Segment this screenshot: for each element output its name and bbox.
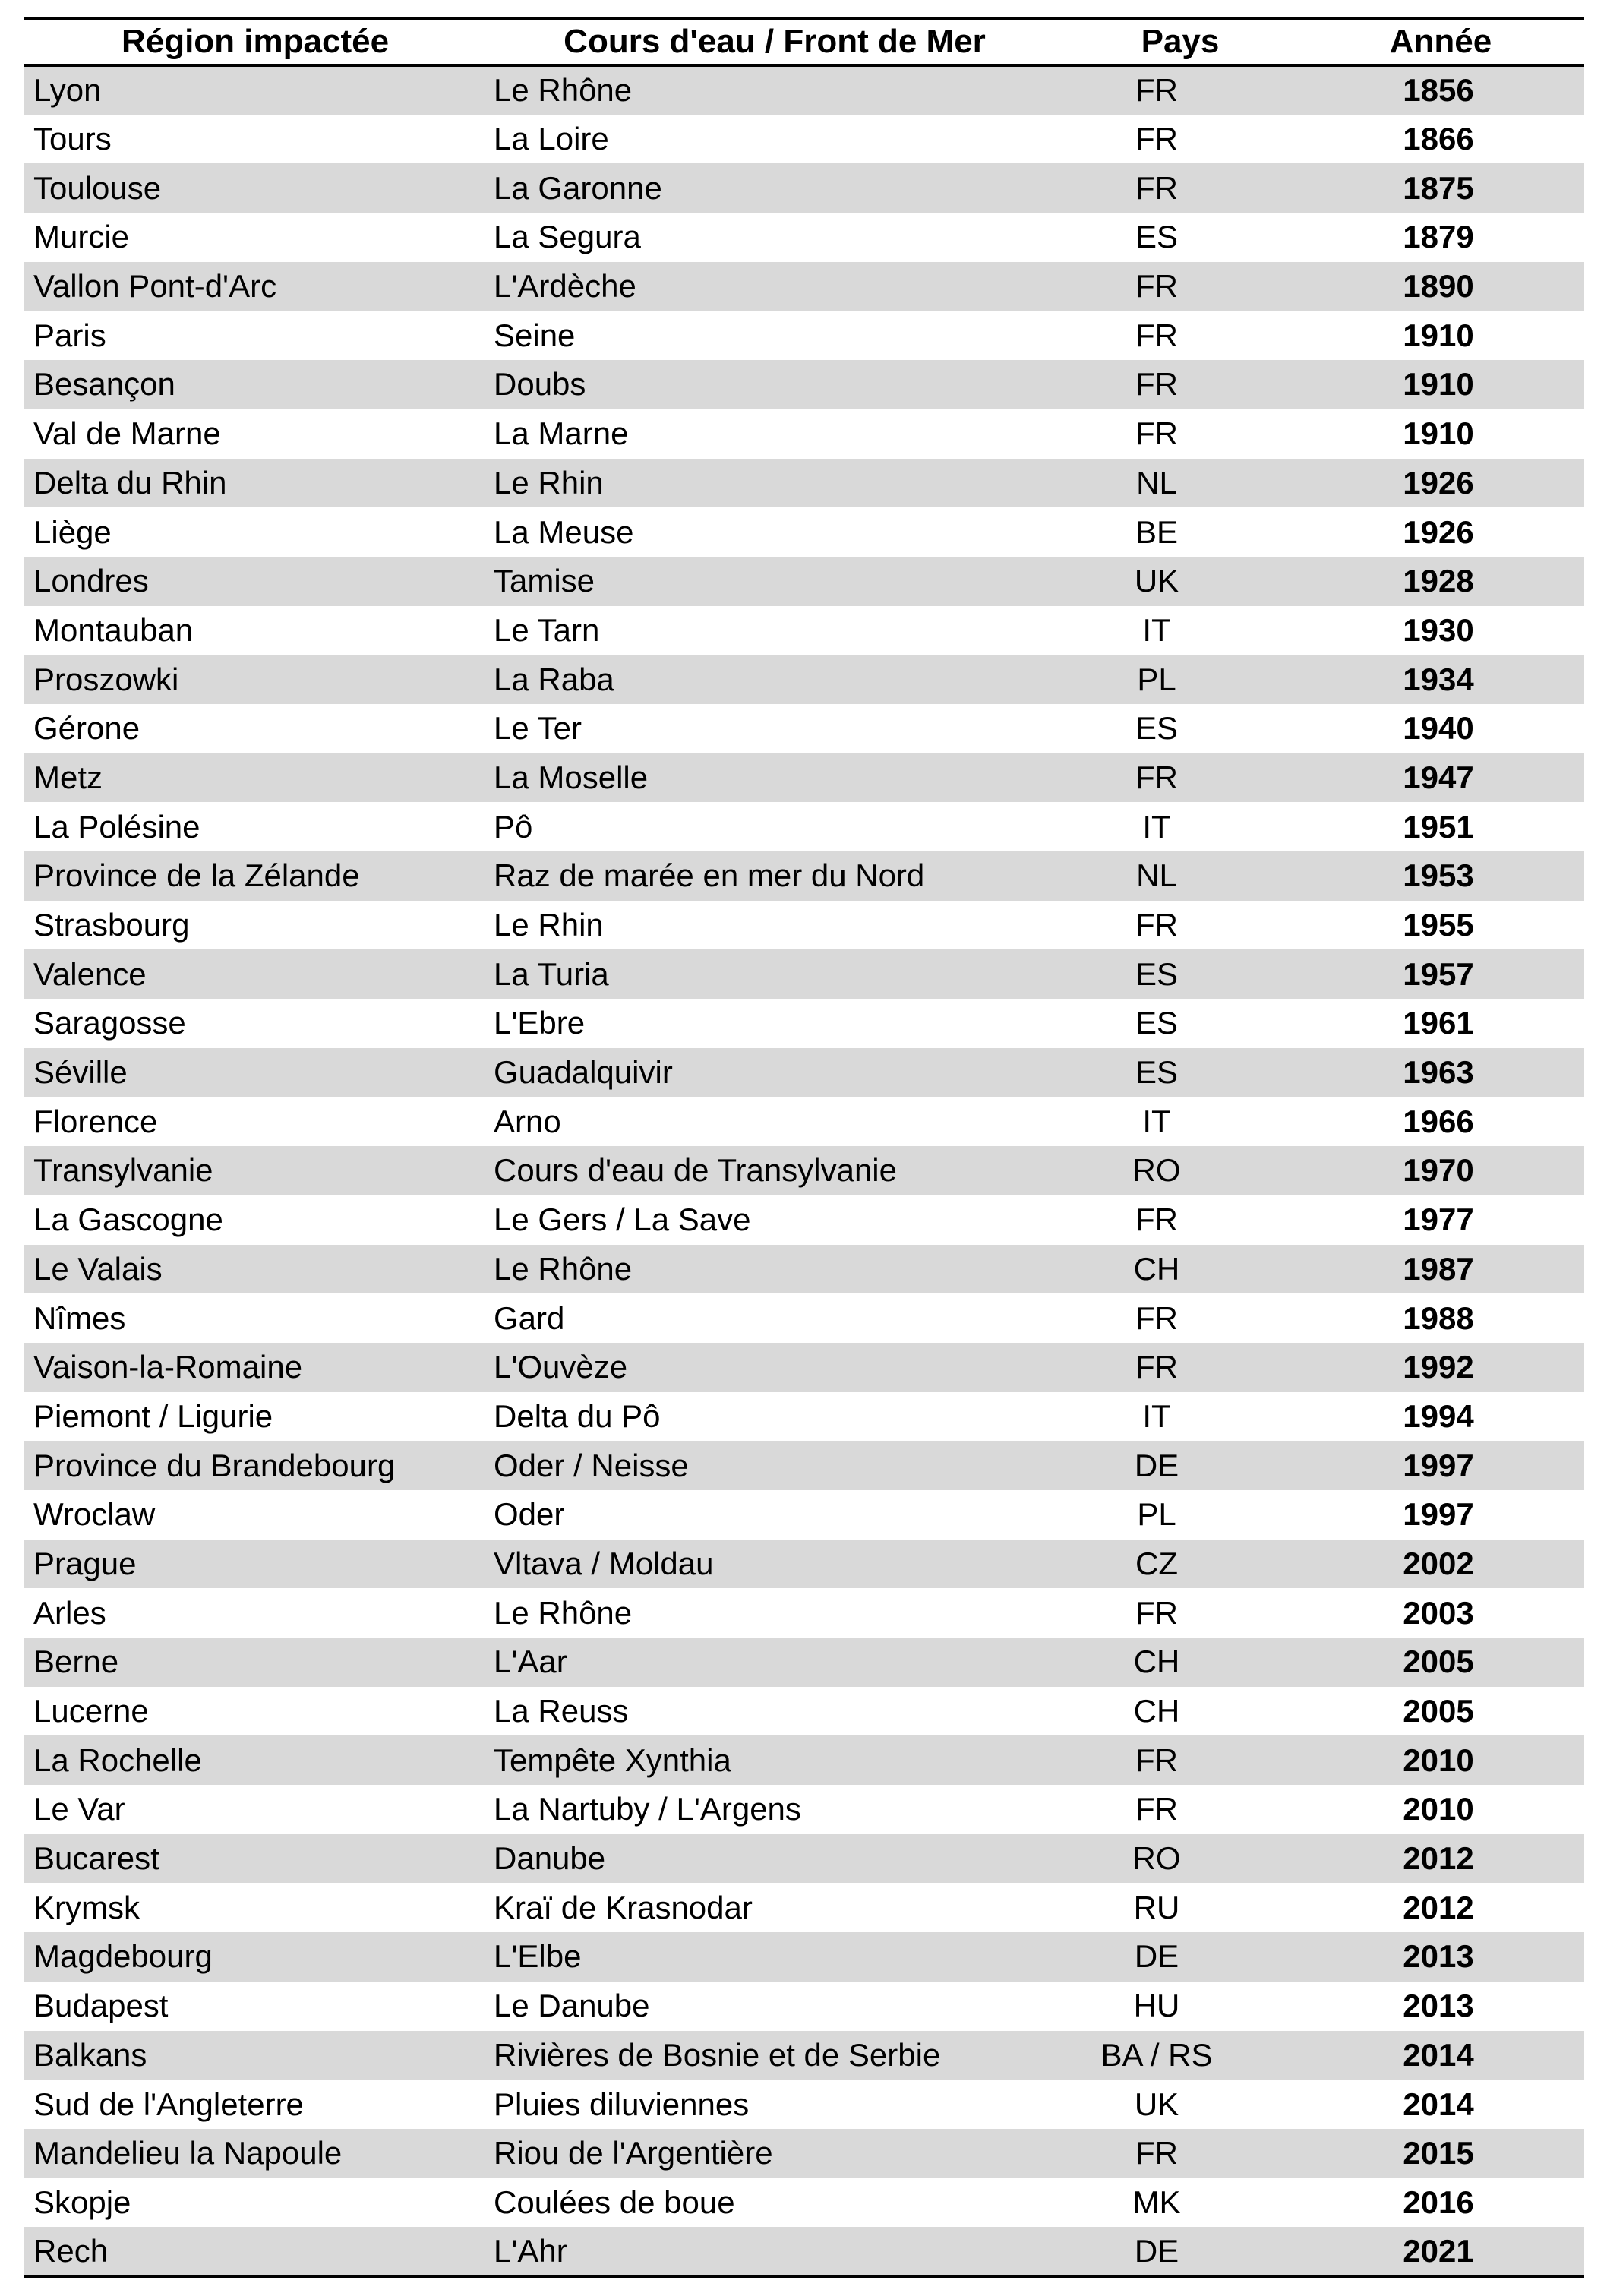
cell-river: Oder xyxy=(494,1496,565,1533)
header-row xyxy=(24,18,1584,65)
cell-pays: FR xyxy=(1135,1791,1178,1827)
cell-annee: 1940 xyxy=(1403,710,1474,747)
cell-annee: 1970 xyxy=(1297,1146,1584,1195)
cell-pays: HU xyxy=(1133,1988,1180,2024)
cell-region: Montauban xyxy=(33,611,194,648)
cell-region: La Polésine xyxy=(33,808,200,845)
table-row xyxy=(24,459,1584,508)
cell-pays: DE xyxy=(1063,2227,1297,2276)
table-row xyxy=(24,2227,1584,2276)
cell-region: Krymsk xyxy=(33,1889,140,1925)
table-row xyxy=(24,1540,1584,1589)
cell-river: L'Elbe xyxy=(486,1932,1063,1982)
table-row xyxy=(24,262,1584,311)
cell-region: Val de Marne xyxy=(33,415,221,452)
cell-region: Gérone xyxy=(33,710,140,747)
table-row xyxy=(24,606,1584,655)
cell-annee: 2021 xyxy=(1297,2227,1584,2276)
cell-river: Pluies diluviennes xyxy=(494,2086,750,2122)
cell-region: Province de la Zélande xyxy=(24,851,486,901)
cell-annee: 1926 xyxy=(1403,513,1474,550)
cell-region: Bucarest xyxy=(24,1834,486,1884)
cell-river: Coulées de boue xyxy=(494,2184,735,2220)
cell-annee: 1963 xyxy=(1297,1048,1584,1097)
table-row xyxy=(24,753,1584,803)
cell-annee: 1910 xyxy=(1403,317,1474,353)
cell-annee: 2013 xyxy=(1403,1988,1474,2024)
cell-region: Rech xyxy=(24,2227,486,2276)
cell-river: Doubs xyxy=(486,360,1063,409)
cell-river: Le Tarn xyxy=(494,611,600,648)
cell-river: La Segura xyxy=(494,219,641,255)
cell-river: Le Rhin xyxy=(494,907,604,943)
cell-river: Arno xyxy=(494,1103,561,1139)
table-row xyxy=(24,360,1584,409)
cell-region: Séville xyxy=(24,1048,486,1097)
cell-region: Londres xyxy=(24,557,486,606)
cell-region: Transylvanie xyxy=(24,1146,486,1195)
table-row xyxy=(24,1392,1584,1442)
table-row xyxy=(24,507,1584,557)
cell-region: Valence xyxy=(24,949,486,999)
cell-annee: 1966 xyxy=(1403,1103,1474,1139)
cell-pays: RU xyxy=(1133,1889,1180,1925)
cell-river: Le Danube xyxy=(494,1988,650,2024)
cell-region: Delta du Rhin xyxy=(24,459,486,508)
cell-river: L'Ardèche xyxy=(486,262,1063,311)
table-row xyxy=(24,2129,1584,2178)
cell-region: Sud de l'Angleterre xyxy=(33,2086,304,2122)
cell-pays: FR xyxy=(1135,1202,1178,1238)
cell-river: Cours d'eau de Transylvanie xyxy=(486,1146,1063,1195)
table-row xyxy=(24,65,1584,115)
table-row xyxy=(24,163,1584,213)
cell-annee: 2013 xyxy=(1297,1932,1584,1982)
cell-pays: NL xyxy=(1063,851,1297,901)
cell-annee: 1875 xyxy=(1297,163,1584,213)
cell-pays: FR xyxy=(1135,907,1178,943)
table-row xyxy=(24,1097,1584,1146)
table-row xyxy=(24,1932,1584,1982)
cell-pays: CH xyxy=(1133,1693,1180,1729)
cell-pays: UK xyxy=(1134,2086,1179,2122)
cell-annee: 1947 xyxy=(1297,753,1584,803)
cell-river: L'Ahr xyxy=(486,2227,1063,2276)
cell-region: Murcie xyxy=(33,219,130,255)
cell-region: Province du Brandebourg xyxy=(24,1441,486,1490)
cell-region: Paris xyxy=(33,317,106,353)
cell-annee: 1994 xyxy=(1403,1397,1474,1434)
flood-table-sheet xyxy=(24,17,1584,2278)
cell-region: Toulouse xyxy=(24,163,486,213)
cell-river: La Nartuby / L'Argens xyxy=(494,1791,801,1827)
cell-river: Tamise xyxy=(486,557,1063,606)
cell-annee: 1926 xyxy=(1297,459,1584,508)
cell-annee: 1910 xyxy=(1403,415,1474,452)
cell-annee: 2010 xyxy=(1403,1791,1474,1827)
table-row xyxy=(24,1834,1584,1884)
cell-annee: 1955 xyxy=(1403,907,1474,943)
cell-region: Berne xyxy=(24,1638,486,1687)
cell-annee: 2012 xyxy=(1403,1889,1474,1925)
cell-region: Balkans xyxy=(24,2031,486,2080)
cell-river: Le Rhône xyxy=(494,1594,633,1631)
cell-pays: IT xyxy=(1142,808,1171,845)
table-row xyxy=(24,2031,1584,2080)
cell-river: Le Rhône xyxy=(486,1245,1063,1294)
cell-pays: CH xyxy=(1063,1638,1297,1687)
cell-annee: 1953 xyxy=(1297,851,1584,901)
table-row xyxy=(24,1245,1584,1294)
cell-pays: FR xyxy=(1135,317,1178,353)
cell-region: Piemont / Ligurie xyxy=(33,1397,273,1434)
cell-pays: FR xyxy=(1063,2129,1297,2178)
cell-region: Lucerne xyxy=(33,1693,149,1729)
table-row xyxy=(24,901,1584,950)
cell-region: Proszowki xyxy=(24,655,486,704)
cell-annee: 1987 xyxy=(1297,1245,1584,1294)
table-row xyxy=(24,1146,1584,1195)
table-row xyxy=(24,1982,1584,2031)
cell-annee: 2002 xyxy=(1297,1540,1584,1589)
cell-annee: 1997 xyxy=(1297,1441,1584,1490)
table-row xyxy=(24,1785,1584,1834)
cell-annee: 1934 xyxy=(1297,655,1584,704)
table-row xyxy=(24,115,1584,164)
table-row xyxy=(24,1588,1584,1638)
table-row xyxy=(24,999,1584,1048)
cell-annee: 1988 xyxy=(1403,1300,1474,1336)
cell-annee: 2012 xyxy=(1297,1834,1584,1884)
cell-annee: 2014 xyxy=(1403,2086,1474,2122)
cell-river: La Marne xyxy=(494,415,629,452)
cell-annee: 1930 xyxy=(1403,611,1474,648)
header-pays: Pays xyxy=(1063,18,1297,65)
cell-annee: 1957 xyxy=(1297,949,1584,999)
cell-region: Budapest xyxy=(33,1988,169,2024)
header-region: Région impactée xyxy=(24,18,486,65)
cell-region: Le Valais xyxy=(24,1245,486,1294)
cell-annee: 2003 xyxy=(1403,1594,1474,1631)
cell-annee: 1977 xyxy=(1403,1202,1474,1238)
table-row xyxy=(24,1195,1584,1245)
cell-region: Skopje xyxy=(33,2184,131,2220)
table-row xyxy=(24,557,1584,606)
cell-pays: FR xyxy=(1063,262,1297,311)
cell-pays: IT xyxy=(1142,611,1171,648)
cell-river: Oder / Neisse xyxy=(486,1441,1063,1490)
cell-pays: UK xyxy=(1063,557,1297,606)
cell-annee: 2005 xyxy=(1297,1638,1584,1687)
table-row xyxy=(24,1490,1584,1540)
cell-annee: 2015 xyxy=(1297,2129,1584,2178)
cell-region: Magdebourg xyxy=(24,1932,486,1982)
cell-river: Danube xyxy=(486,1834,1063,1884)
cell-region: Vallon Pont-d'Arc xyxy=(24,262,486,311)
cell-annee: 2005 xyxy=(1403,1693,1474,1729)
cell-pays: NL xyxy=(1063,459,1297,508)
cell-annee: 1890 xyxy=(1297,262,1584,311)
cell-river: La Reuss xyxy=(494,1693,629,1729)
cell-river: Delta du Pô xyxy=(494,1397,661,1434)
cell-region: Metz xyxy=(24,753,486,803)
cell-region: Wroclaw xyxy=(33,1496,156,1533)
cell-pays: ES xyxy=(1135,1005,1179,1041)
cell-river: L'Ebre xyxy=(494,1005,586,1041)
cell-region: Florence xyxy=(33,1103,158,1139)
cell-annee: 1992 xyxy=(1297,1343,1584,1392)
cell-river: La Garonne xyxy=(486,163,1063,213)
cell-region: Strasbourg xyxy=(33,907,190,943)
cell-pays: DE xyxy=(1063,1932,1297,1982)
cell-annee: 2014 xyxy=(1297,2031,1584,2080)
cell-pays: CZ xyxy=(1063,1540,1297,1589)
table-row xyxy=(24,802,1584,851)
cell-pays: FR xyxy=(1135,121,1178,157)
cell-river: La Raba xyxy=(486,655,1063,704)
cell-river: L'Ouvèze xyxy=(486,1343,1063,1392)
cell-pays: FR xyxy=(1063,753,1297,803)
cell-annee: 1997 xyxy=(1403,1496,1474,1533)
cell-pays: RO xyxy=(1063,1146,1297,1195)
cell-pays: ES xyxy=(1063,1048,1297,1097)
cell-region: La Gascogne xyxy=(33,1202,223,1238)
cell-annee: 2010 xyxy=(1297,1735,1584,1785)
table-row xyxy=(24,1687,1584,1736)
table-row xyxy=(24,704,1584,753)
cell-pays: RO xyxy=(1063,1834,1297,1884)
flood-table xyxy=(24,17,1584,2278)
cell-river: Raz de marée en mer du Nord xyxy=(486,851,1063,901)
cell-pays: FR xyxy=(1063,1735,1297,1785)
cell-pays: ES xyxy=(1063,949,1297,999)
cell-region: Prague xyxy=(24,1540,486,1589)
cell-annee: 1951 xyxy=(1403,808,1474,845)
cell-river: Gard xyxy=(494,1300,565,1336)
cell-river: La Meuse xyxy=(494,513,634,550)
table-row xyxy=(24,311,1584,360)
cell-region: Nîmes xyxy=(33,1300,126,1336)
cell-river: Le Rhin xyxy=(486,459,1063,508)
cell-pays: FR xyxy=(1063,65,1297,115)
cell-annee: 1879 xyxy=(1403,219,1474,255)
cell-river: Guadalquivir xyxy=(486,1048,1063,1097)
header-annee: Année xyxy=(1297,18,1584,65)
cell-river: Le Rhône xyxy=(486,65,1063,115)
cell-river: Tempête Xynthia xyxy=(486,1735,1063,1785)
table-row xyxy=(24,655,1584,704)
cell-annee: 1856 xyxy=(1297,65,1584,115)
cell-annee: 1961 xyxy=(1403,1005,1474,1041)
cell-pays: IT xyxy=(1142,1397,1171,1434)
cell-pays: FR xyxy=(1135,1300,1178,1336)
cell-region: La Rochelle xyxy=(24,1735,486,1785)
cell-annee: 1928 xyxy=(1297,557,1584,606)
table-row xyxy=(24,949,1584,999)
table-row xyxy=(24,1883,1584,1932)
cell-region: Le Var xyxy=(33,1791,125,1827)
cell-pays: FR xyxy=(1063,360,1297,409)
table-row xyxy=(24,2178,1584,2228)
cell-pays: FR xyxy=(1063,163,1297,213)
cell-river: Riou de l'Argentière xyxy=(486,2129,1063,2178)
cell-river: L'Aar xyxy=(486,1638,1063,1687)
cell-annee: 1866 xyxy=(1403,121,1474,157)
table-row xyxy=(24,1441,1584,1490)
cell-region: Mandelieu la Napoule xyxy=(24,2129,486,2178)
cell-pays: PL xyxy=(1137,1496,1176,1533)
cell-pays: ES xyxy=(1135,219,1179,255)
cell-region: Lyon xyxy=(24,65,486,115)
table-header xyxy=(24,18,1584,65)
cell-region: Saragosse xyxy=(33,1005,186,1041)
table-row xyxy=(24,1735,1584,1785)
table-row xyxy=(24,2080,1584,2129)
cell-pays: FR xyxy=(1135,1594,1178,1631)
cell-river: Rivières de Bosnie et de Serbie xyxy=(486,2031,1063,2080)
table-row xyxy=(24,213,1584,262)
cell-pays: MK xyxy=(1132,2184,1181,2220)
cell-pays: BE xyxy=(1135,513,1179,550)
cell-river: Le Gers / La Save xyxy=(494,1202,751,1238)
table-row xyxy=(24,851,1584,901)
cell-pays: FR xyxy=(1135,415,1178,452)
table-row xyxy=(24,1343,1584,1392)
cell-region: Liège xyxy=(33,513,112,550)
table-row xyxy=(24,1293,1584,1343)
cell-pays: DE xyxy=(1063,1441,1297,1490)
cell-annee: 1910 xyxy=(1297,360,1584,409)
cell-region: Vaison-la-Romaine xyxy=(24,1343,486,1392)
cell-region: Tours xyxy=(33,121,112,157)
cell-river: Pô xyxy=(494,808,533,845)
cell-pays: BA / RS xyxy=(1063,2031,1297,2080)
header-river: Cours d'eau / Front de Mer xyxy=(486,18,1063,65)
cell-river: Le Ter xyxy=(494,710,582,747)
table-body xyxy=(24,65,1584,2276)
cell-pays: PL xyxy=(1063,655,1297,704)
cell-region: Arles xyxy=(33,1594,106,1631)
cell-pays: ES xyxy=(1135,710,1179,747)
cell-river: Kraï de Krasnodar xyxy=(494,1889,753,1925)
cell-region: Besançon xyxy=(24,360,486,409)
table-row xyxy=(24,1048,1584,1097)
cell-annee: 2016 xyxy=(1403,2184,1474,2220)
cell-river: Seine xyxy=(494,317,576,353)
cell-river: Vltava / Moldau xyxy=(486,1540,1063,1589)
cell-river: La Turia xyxy=(486,949,1063,999)
cell-river: La Loire xyxy=(494,121,609,157)
cell-river: La Moselle xyxy=(486,753,1063,803)
cell-pays: FR xyxy=(1063,1343,1297,1392)
table-row xyxy=(24,1638,1584,1687)
table-row xyxy=(24,409,1584,459)
cell-pays: CH xyxy=(1063,1245,1297,1294)
cell-pays: IT xyxy=(1142,1103,1171,1139)
